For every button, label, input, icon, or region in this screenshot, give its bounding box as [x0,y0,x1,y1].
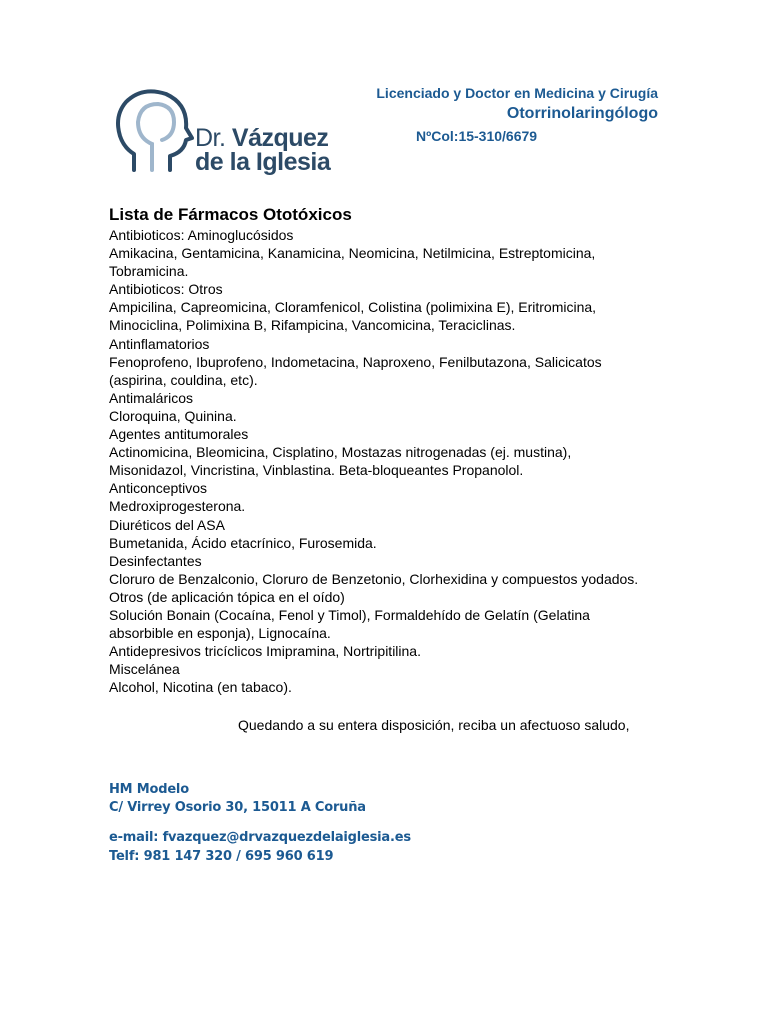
logo-text [195,126,330,174]
logo-name-line2: de la Iglesia [195,148,331,176]
list-line: Misonidazol, Vincristina, Vinblastina. Beta-bloqueantes Propanolol. [109,462,524,479]
list-line: Alcohol, Nicotina (en tabaco). [109,679,292,696]
contact-email: e-mail: fvazquez@drvazquezdelaiglesia.es [109,830,411,845]
logo-name-line1: Vázquez [231,124,329,152]
list-line: Antinflamatorios [109,335,210,352]
list-line: Diuréticos del ASA [109,516,225,533]
list-line: Medroxiprogesterona. [109,498,246,515]
clinic-address: C/ Virrey Osorio 30, 15011 A Coruña [109,800,366,815]
list-line: Actinomicina, Bleomicina, Cisplatino, Mostazas nitrogenadas (ej. mustina), [109,444,572,461]
list-line: Otros (de aplicación tópica en el oído) [109,588,345,605]
list-line: Miscelánea [109,661,180,678]
list-line: Bumetanida, Ácido etacrínico, Furosemida. [109,534,377,551]
list-line: Antibioticos: Aminoglucósidos [109,227,294,243]
list-line: Amikacina, Gentamicina, Kanamicina, Neomicina, Netilmicina, Estreptomicina, [109,245,596,262]
list-line: Antibioticos: Otros [109,281,223,298]
list-line: Ampicilina, Capreomicina, Cloramfenicol, Colistina (polimixina E), Eritromicina, [109,299,597,316]
registration-number: NºCol:15-310/6679 [416,128,538,144]
degree-line: Licenciado y Doctor en Medicina y Cirugía [376,85,658,101]
contact-phones: Telf: 981 147 320 / 695 960 619 [109,849,334,864]
list-line: Antidepresivos tricíclicos Imipramina, Nortripitilina. [109,643,421,660]
list-line: absorbible en esponja), Lignocaína. [109,625,331,642]
list-line: Solución Bonain (Cocaína, Fenol y Timol), Formaldehído de Gelatín (Gelatina [109,606,590,623]
list-line: Anticonceptivos [109,480,208,497]
specialty-line: Otorrinolaringólogo [506,105,658,122]
list-line: Desinfectantes [109,552,202,569]
clinic-name: HM Modelo [109,782,189,797]
list-line: Cloruro de Benzalconio, Cloruro de Benzetonio, Clorhexidina y compuestos yodados. [109,570,639,587]
drug-list [109,226,641,696]
list-line: (aspirina, couldina, etc). [109,371,258,388]
list-line: Fenoprofeno, Ibuprofeno, Indometacina, Naproxeno, Fenilbutazona, Salicicatos [109,353,602,370]
list-line: Minociclina, Polimixina B, Rifampicina, Vancomicina, Teraciclinas. [109,317,516,334]
list-line: Antimaláricos [109,389,194,406]
document-title: Lista de Fármacos Ototóxicos [109,205,352,224]
list-line: Tobramicina. [109,263,189,280]
list-line: Agentes antitumorales [109,426,249,443]
logo-dr: Dr. [195,124,226,152]
closing-sentence: Quedando a su entera disposición, reciba un afectuoso saludo, [238,717,630,733]
list-line: Cloroquina, Quinina. [109,407,237,424]
head-profile-icon [112,86,202,176]
